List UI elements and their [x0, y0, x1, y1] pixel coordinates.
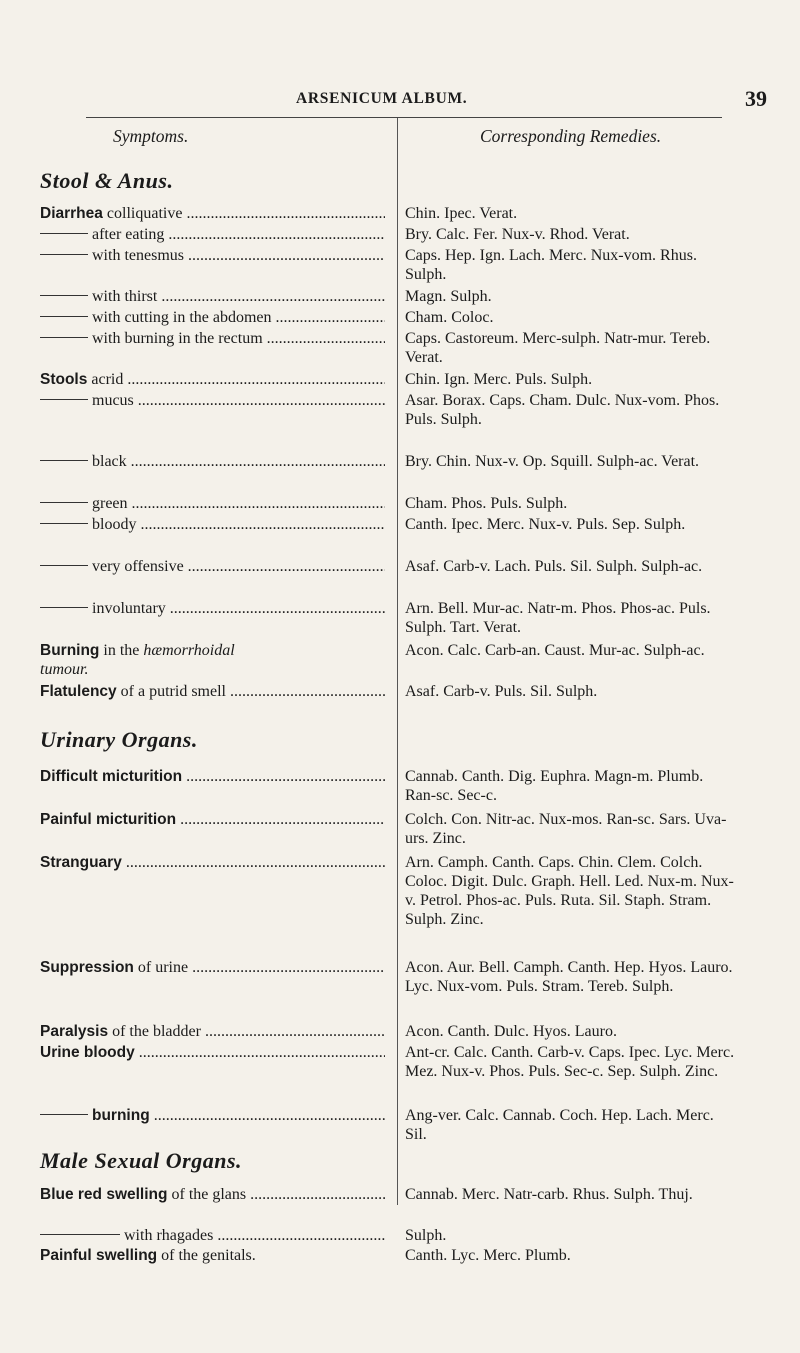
symptom-continuation: tumour.	[40, 661, 89, 678]
symptom-text: black	[92, 453, 127, 470]
symptom-text: involuntary	[92, 600, 166, 617]
remedy-list: Magn. Sulph.	[405, 288, 492, 305]
remedy-list: Arn. Bell. Mur-ac. Natr-m. Phos. Phos-ac. Puls. Sulph. Tart. Verat.	[405, 600, 711, 636]
symptom-text: mucus	[92, 392, 134, 409]
symptom-text: with burning in the rectum	[92, 330, 263, 347]
column-divider	[397, 118, 398, 1205]
running-title: ARSENICUM ALBUM.	[296, 90, 468, 107]
remedies-column-heading: Corresponding Remedies.	[480, 126, 662, 146]
symptoms-column-heading: Symptoms.	[113, 126, 189, 146]
remedy-list: Canth. Ipec. Merc. Nux-v. Puls. Sep. Sulph.	[405, 516, 686, 533]
symptom-keyword: Difficult micturition	[40, 768, 183, 785]
symptom-keyword: Stranguary	[40, 854, 122, 871]
remedy-list: Acon. Calc. Carb-an. Caust. Mur-ac. Sulph-ac.	[405, 642, 705, 659]
symptom-keyword: Painful micturition	[40, 811, 177, 828]
symptom-text: acrid	[91, 371, 124, 388]
symptom-text: with cutting in the abdomen	[92, 309, 272, 326]
symptom-text: green	[92, 495, 128, 512]
symptom-text: colliquative	[106, 205, 183, 222]
header-rule	[86, 117, 722, 118]
remedy-list: Cannab. Canth. Dig. Euphra. Magn-m. Plumb. Ran-sc. Sec-c.	[405, 768, 704, 804]
remedy-list: Ant-cr. Calc. Canth. Carb-v. Caps. Ipec. Lyc. Merc. Mez. Nux-v. Phos. Puls. Sec-c. Sep. Sulph. Zinc.	[405, 1044, 735, 1080]
remedy-list: Arn. Camph. Canth. Caps. Chin. Clem. Colch. Coloc. Digit. Dulc. Graph. Hell. Led. Nux-m. Nux-v. Petrol. Phos-ac. Puls. Ruta. Sil. Staph. Stram. Sulph. Zinc.	[405, 854, 734, 928]
remedy-list: Cannab. Merc. Natr-carb. Rhus. Sulph. Thuj.	[405, 1186, 693, 1203]
remedy-list: Asaf. Carb-v. Lach. Puls. Sil. Sulph. Sulph-ac.	[405, 558, 703, 575]
remedy-list: Caps. Hep. Ign. Lach. Merc. Nux-vom. Rhus. Sulph.	[405, 247, 697, 283]
symptom-keyword: burning	[92, 1107, 150, 1124]
remedy-list: Sulph.	[405, 1227, 447, 1244]
symptom-text: with rhagades	[124, 1227, 214, 1244]
page-number: 39	[745, 86, 767, 111]
section-title-urinary-organs: Urinary Organs.	[40, 727, 198, 752]
symptom-keyword: Diarrhea	[40, 205, 103, 222]
symptom-text: of the glans	[171, 1186, 247, 1203]
remedy-list: Chin. Ign. Merc. Puls. Sulph.	[405, 371, 593, 388]
remedy-list: Asaf. Carb-v. Puls. Sil. Sulph.	[405, 683, 598, 700]
symptom-text: of the genitals.	[161, 1247, 256, 1264]
remedy-list: Bry. Chin. Nux-v. Op. Squill. Sulph-ac. Verat.	[405, 453, 700, 470]
remedy-list: Cham. Coloc.	[405, 309, 494, 326]
remedy-list: Caps. Castoreum. Merc-sulph. Natr-mur. Tereb. Verat.	[405, 330, 711, 366]
symptom-text: of the bladder	[112, 1023, 201, 1040]
symptom-keyword: Blue red swelling	[40, 1186, 168, 1203]
symptom-keyword: Burning	[40, 642, 100, 659]
symptom-keyword: Paralysis	[40, 1023, 109, 1040]
symptom-text: of urine	[137, 959, 189, 976]
symptom-keyword: Painful swelling	[40, 1247, 158, 1264]
remedy-list: Bry. Calc. Fer. Nux-v. Rhod. Verat.	[405, 226, 630, 243]
remedy-list: Ang-ver. Calc. Cannab. Coch. Hep. Lach. Merc. Sil.	[405, 1107, 714, 1143]
remedy-list: Chin. Ipec. Verat.	[405, 205, 518, 222]
remedy-list: Cham. Phos. Puls. Sulph.	[405, 495, 568, 512]
symptom-keyword: Flatulency	[40, 683, 117, 700]
symptom-italic: hæmorrhoidal	[143, 642, 235, 659]
section-title-male-sexual-organs: Male Sexual Organs.	[40, 1148, 243, 1173]
section-title-stool-anus: Stool & Anus.	[40, 168, 174, 193]
symptom-text: very offensive	[92, 558, 184, 575]
symptom-text: after eating	[92, 226, 165, 243]
remedy-list: Colch. Con. Nitr-ac. Nux-mos. Ran-sc. Sars. Uva-urs. Zinc.	[405, 811, 727, 847]
remedy-list: Acon. Canth. Dulc. Hyos. Lauro.	[405, 1023, 617, 1040]
remedy-list: Canth. Lyc. Merc. Plumb.	[405, 1247, 571, 1264]
remedy-list: Asar. Borax. Caps. Cham. Dulc. Nux-vom. Phos. Puls. Sulph.	[405, 392, 720, 428]
remedy-list: Acon. Aur. Bell. Camph. Canth. Hep. Hyos. Lauro. Lyc. Nux-vom. Puls. Stram. Tereb. Sulph.	[405, 959, 733, 995]
symptom-text: of a putrid smell	[120, 683, 226, 700]
symptom-keyword: Stools	[40, 371, 88, 388]
symptom-keyword: Suppression	[40, 959, 134, 976]
symptom-text: with thirst	[92, 288, 158, 305]
symptom-text: bloody	[92, 516, 137, 533]
symptom-keyword: Urine bloody	[40, 1044, 135, 1061]
symptom-text: with tenesmus	[92, 247, 184, 264]
page-header	[0, 86, 800, 116]
symptom-text: in the	[103, 642, 140, 659]
